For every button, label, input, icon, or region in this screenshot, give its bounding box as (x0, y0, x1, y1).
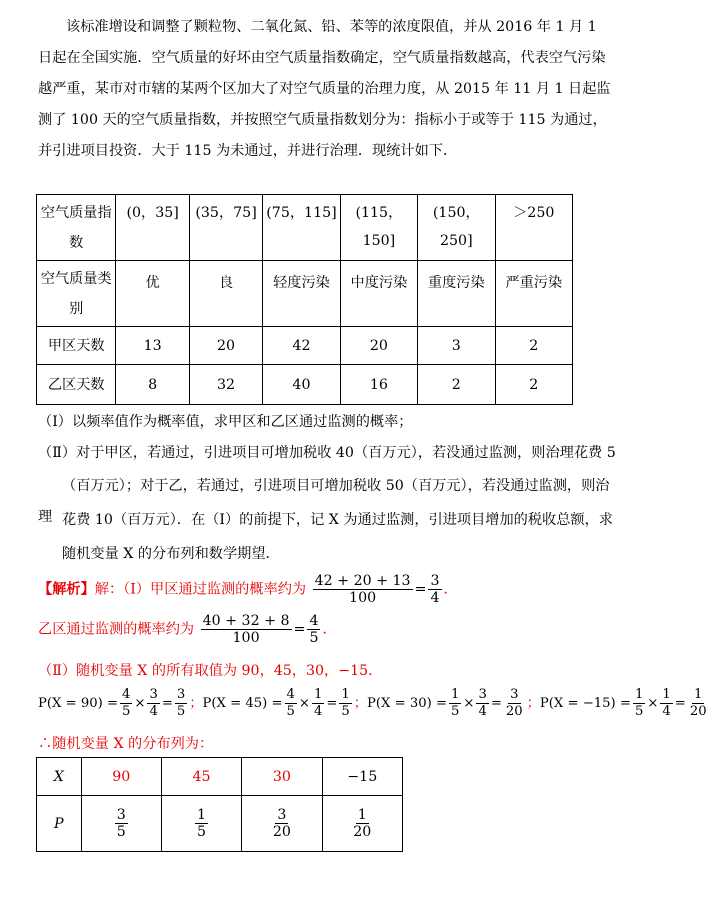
table-cell: (35，75] (189, 195, 262, 261)
air-quality-table (36, 194, 573, 405)
solution-text: 乙区通过监测的概率约为 (38, 621, 195, 638)
table-cell: 空气质量指数 (37, 195, 116, 261)
table-cell: 20 (189, 327, 262, 365)
fraction: $\frac{3}{4}$ (430, 573, 440, 606)
table-cell: 13 (116, 327, 189, 365)
table-cell: 良 (189, 261, 262, 327)
table-cell: 重度污染 (418, 261, 495, 327)
table-cell: (115，150] (340, 195, 417, 261)
table-row (37, 796, 403, 852)
fraction: $\frac{4}{5}$ (122, 687, 131, 719)
table-cell: 90 (81, 758, 161, 796)
table-cell: 40 (263, 365, 340, 405)
fraction: $\frac{1}{5}$ (634, 687, 644, 719)
probability-expression: P(X = −15) = $\frac{1}{5}$ × $\frac{1}{4}$ = $\frac{1}{20}$ (539, 687, 707, 719)
fraction: $\frac{1}{5}$ (451, 687, 460, 719)
table-row (37, 195, 573, 261)
probability-expression: P(X = 45) = $\frac{4}{5}$ × $\frac{1}{4}$ = $\frac{1}{5}$ ； (202, 687, 367, 719)
fraction: $\frac{4}{5}$ (309, 613, 319, 646)
solution-line-1: 【解析】解：（Ⅰ）甲区通过监测的概率约为 $\frac{42 + 20 + 13}{100}$ = $\frac{3}{4}$ ． (38, 573, 458, 606)
question-2-line-4 (38, 539, 618, 570)
solution-line-4: ∴随机变量 X 的分布列为： (38, 736, 214, 752)
question-1: （Ⅰ）以频率值作为概率值，求甲区和乙区通过监测的概率； (38, 414, 413, 430)
fraction: $\frac{3}{4}$ (149, 687, 158, 719)
table-cell: 空气质量类别 (37, 261, 116, 327)
fraction: $\frac{3}{4}$ (478, 687, 487, 719)
table-cell: 轻度污染 (263, 261, 340, 327)
solution-tag: 【解析】 (38, 581, 95, 598)
probability-line (38, 687, 711, 720)
table-cell: 42 (263, 327, 340, 365)
fraction: $\frac{1}{4}$ (662, 687, 671, 719)
fraction: $\frac{42 + 20 + 13}{100}$ (314, 573, 411, 606)
table-header-p: P (37, 796, 82, 852)
table-cell: (150，250] (418, 195, 495, 261)
fraction: $\frac{40 + 32 + 8}{100}$ (202, 613, 290, 646)
fraction: $\frac{3}{5}$ (176, 687, 186, 719)
fraction: $\frac{1}{20}$ (689, 687, 707, 719)
table-cell: 甲区天数 (37, 327, 116, 365)
table-cell: ＞250 (495, 195, 572, 261)
table-cell: 45 (161, 758, 241, 796)
table-cell: 中度污染 (340, 261, 417, 327)
table-cell: 8 (116, 365, 189, 405)
table-row (37, 758, 403, 796)
fraction: $\frac{4}{5}$ (286, 687, 295, 719)
solution-line-2: 乙区通过监测的概率约为 $\frac{40 + 32 + 8}{100}$ = $\frac{4}{5}$ ． (38, 613, 337, 646)
table-header-x: X (37, 758, 82, 796)
intro-paragraph: 该标准增设和调整了颗粒物、二氧化氮、铅、苯等的浓度限值，并从 2016 年 1 月 1 日起在全国实施．空气质量的好坏由空气质量指数确定，空气质量指数越高，代表空气污染越严重，某市对市辖的某两个区加大了对空气质量的治理力度，从 2015 年 11 月 1 日起监测了 100 天的空气质量指数，并按照空气质量指数划分为：指标小于或等于 115 为通过，并引进项目投资．大于 115 为未通过，并进行治理．现统计如下． (38, 19, 611, 159)
table-cell: (0，35] (116, 195, 189, 261)
table-cell: (75，115] (263, 195, 340, 261)
table-cell: $\frac{1}{20}$ (322, 796, 402, 852)
table-cell: $\frac{3}{20}$ (242, 796, 322, 852)
table-row (37, 261, 573, 327)
table-row (37, 365, 573, 405)
distribution-table (36, 757, 403, 852)
table-cell: $\frac{1}{5}$ (161, 796, 241, 852)
question-2-text: 随机变量 X 的分布列和数学期望． (62, 546, 280, 562)
question-2-line-3 (38, 505, 618, 536)
fraction: $\frac{1}{5}$ (341, 687, 350, 719)
table-cell: $\frac{3}{5}$ (81, 796, 161, 852)
table-cell: 优 (116, 261, 189, 327)
table-cell: 2 (495, 365, 572, 405)
table-row (37, 327, 573, 365)
table-cell: −15 (322, 758, 402, 796)
probability-expression: P(X = 90) = $\frac{4}{5}$ × $\frac{3}{4}$ = $\frac{3}{5}$ ； (38, 687, 203, 719)
solution-line-3: （Ⅱ）随机变量 X 的所有取值为 90，45，30，−15． (38, 663, 383, 679)
fraction: $\frac{1}{4}$ (313, 687, 323, 719)
table-cell: 严重污染 (495, 261, 572, 327)
probability-expression: P(X = 30) = $\frac{1}{5}$ × $\frac{3}{4}$ = $\frac{3}{20}$ ； (367, 687, 540, 719)
fraction: $\frac{3}{20}$ (505, 687, 523, 719)
table-cell: 乙区天数 (37, 365, 116, 405)
table-cell: 3 (418, 327, 495, 365)
table-cell: 16 (340, 365, 417, 405)
question-2-text: （百万元）；对于乙，若通过，引进项目可增加税收 50（百万元），若没通过监测，则治理 (38, 478, 610, 525)
table-cell: 32 (189, 365, 262, 405)
question-2-text: 花费 10（百万元）．在（Ⅰ）的前提下，记 X 为通过监测，引进项目增加的税收总额，求 (62, 512, 613, 528)
solution-text: 解：（Ⅰ）甲区通过监测的概率约为 (94, 581, 307, 598)
table-cell: 2 (495, 327, 572, 365)
question-2-line-1: （Ⅱ）对于甲区，若通过，引进项目可增加税收 40（百万元），若没通过监测，则治理花费 5 (38, 445, 616, 461)
table-cell: 30 (242, 758, 322, 796)
table-cell: 20 (340, 327, 417, 365)
table-cell: 2 (418, 365, 495, 405)
